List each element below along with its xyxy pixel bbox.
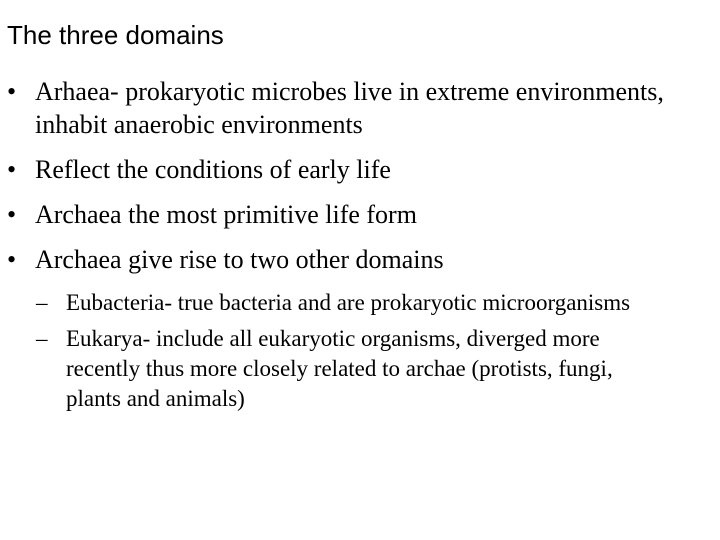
bullet-item bbox=[0, 75, 700, 141]
bullet-text: Reflect the conditions of early life bbox=[35, 155, 391, 184]
bullet-item bbox=[0, 243, 700, 276]
bullet-item bbox=[0, 198, 700, 231]
sub-bullet-text: Eubacteria- true bacteria and are prokaryotic microorganisms bbox=[66, 290, 631, 315]
bullet-text: Archaea give rise to two other domains bbox=[35, 245, 444, 274]
sub-bullet-item bbox=[0, 288, 666, 318]
bullet-marker: • bbox=[7, 155, 17, 184]
slide-title: The three domains bbox=[7, 20, 224, 50]
bullet-marker: • bbox=[7, 77, 17, 106]
sub-bullet-marker: – bbox=[36, 290, 48, 315]
sub-bullet-text: Eukarya- include all eukaryotic organisms, diverged more recently thus more closely related to archae (protists, fungi, plants and animals) bbox=[66, 326, 613, 411]
bullet-marker: • bbox=[7, 245, 17, 274]
sub-bullet-item bbox=[0, 324, 666, 414]
bullet-item bbox=[0, 153, 700, 186]
bullet-text: Archaea the most primitive life form bbox=[35, 200, 417, 229]
bullet-marker: • bbox=[7, 200, 17, 229]
sub-bullet-marker: – bbox=[36, 326, 48, 351]
bullet-text: Arhaea- prokaryotic microbes live in extreme environments, inhabit anaerobic environments bbox=[35, 77, 664, 139]
bullet-list bbox=[0, 75, 700, 420]
